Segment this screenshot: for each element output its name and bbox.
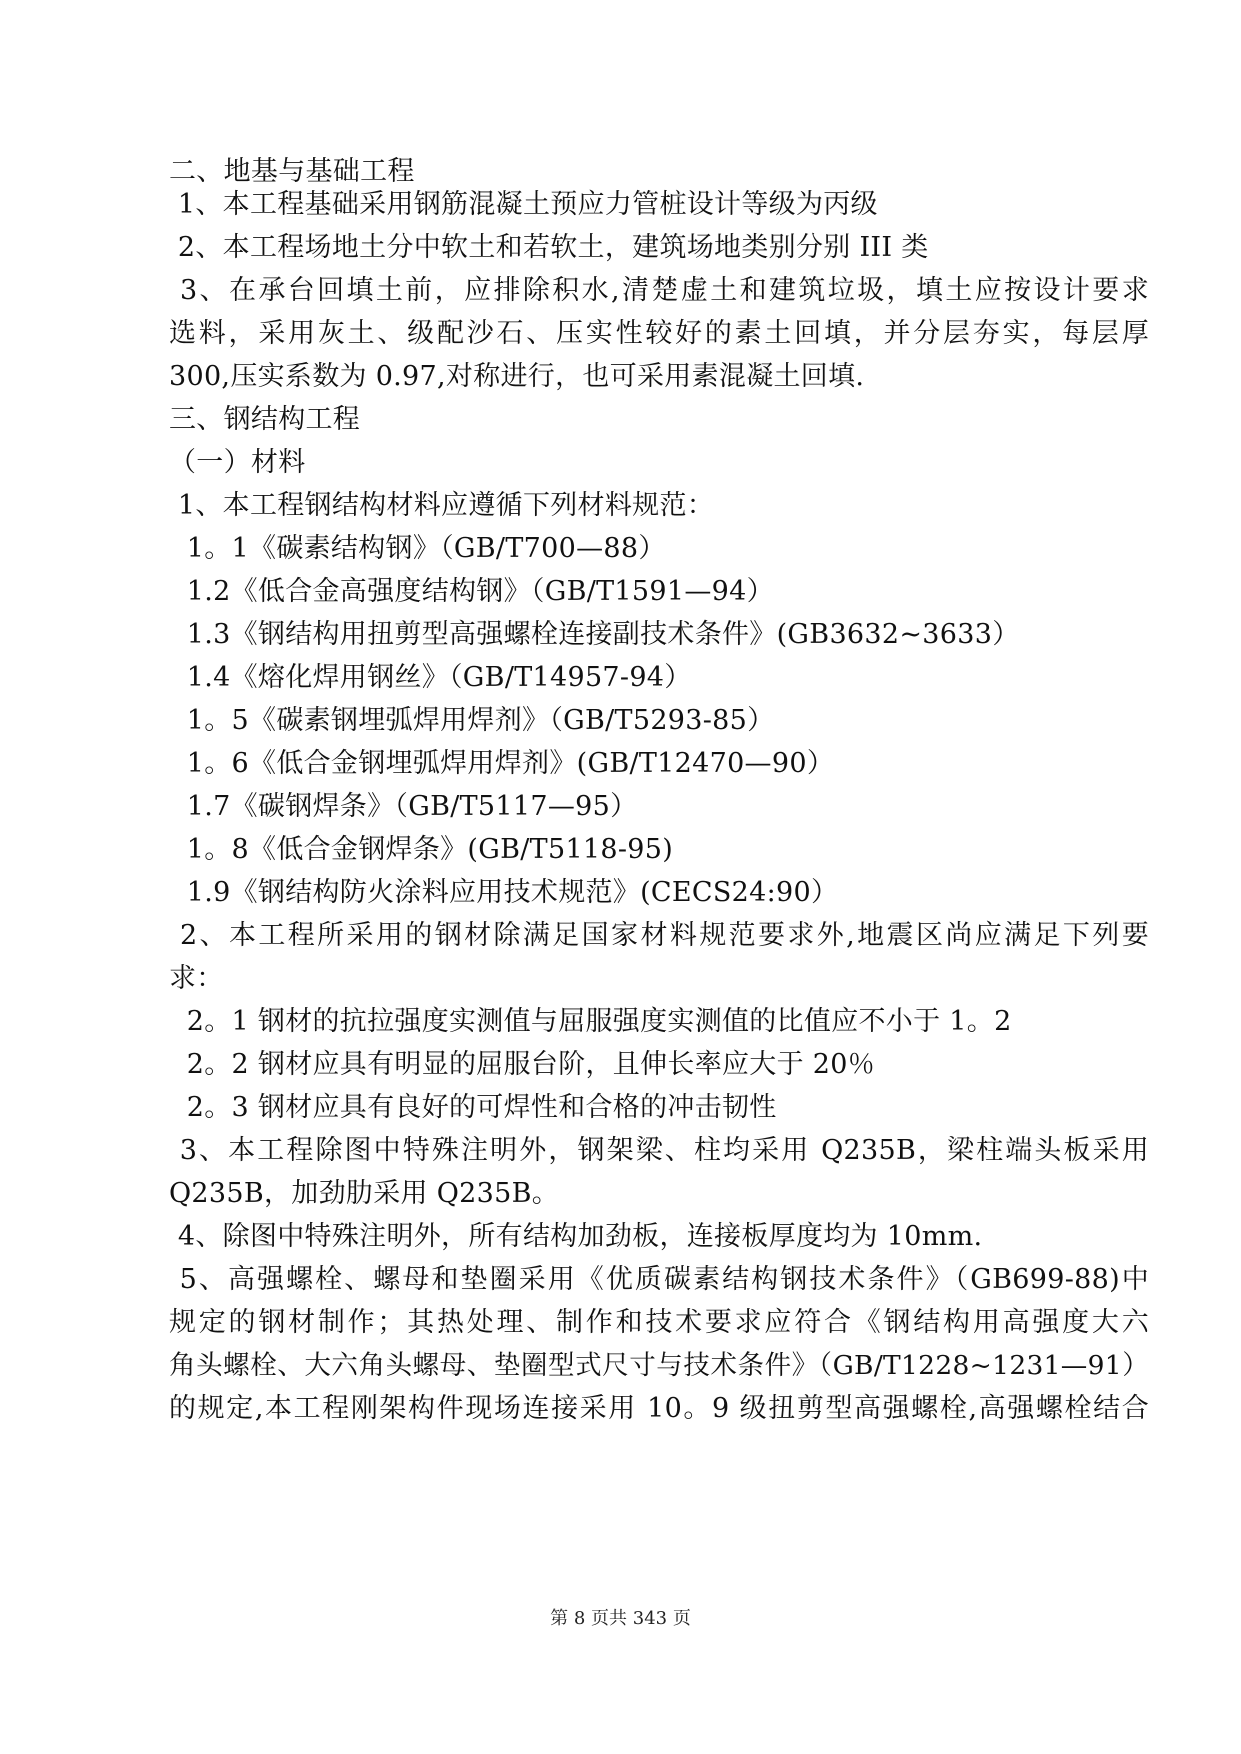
standard-list-item: 1.2《低合金高强度结构钢》（GB/T1591—94） <box>169 576 774 607</box>
text-line: 的规定,本工程刚架构件现场连接采用 10。9 级扭剪型高强螺栓,高强螺栓结合 <box>169 1393 1149 1424</box>
standard-list-item: 1.4《熔化焊用钢丝》（GB/T14957-94） <box>169 662 692 693</box>
text-line: 1、本工程钢结构材料应遵循下列材料规范： <box>169 490 715 521</box>
text-line: 2、本工程所采用的钢材除满足国家材料规范要求外,地震区尚应满足下列要 <box>169 920 1149 951</box>
standard-list-item: 1.7《碳钢焊条》（GB/T5117—95） <box>169 791 638 822</box>
standard-list-item: 1。6《低合金钢埋弧焊用焊剂》(GB/T12470—90） <box>169 748 835 779</box>
standard-list-item: 1。1《碳素结构钢》（GB/T700—88） <box>169 533 666 564</box>
standard-list-item: 1。8《低合金钢焊条》(GB/T5118-95) <box>169 834 674 865</box>
text-line: 选料，采用灰土、级配沙石、压实性较好的素土回填，并分层夯实，每层厚 <box>169 318 1149 349</box>
standard-list-item: 1.9《钢结构防火涂料应用技术规范》(CECS24:90） <box>169 877 839 908</box>
section-heading-foundation: 二、地基与基础工程 <box>169 156 415 187</box>
text-line: 求： <box>169 963 224 994</box>
text-line: 1、本工程基础采用钢筋混凝土预应力管桩设计等级为丙级 <box>169 189 878 220</box>
requirement-list-item: 2。3 钢材应具有良好的可焊性和合格的冲击韧性 <box>169 1092 777 1123</box>
requirement-list-item: 2。2 钢材应具有明显的屈服台阶，且伸长率应大于 20％ <box>169 1049 876 1080</box>
section-heading-steel-structure: 三、钢结构工程 <box>169 404 361 435</box>
requirement-list-item: 2。1 钢材的抗拉强度实测值与屈服强度实测值的比值应不小于 1。2 <box>169 1006 1012 1037</box>
text-line: 3、在承台回填土前，应排除积水,清楚虚土和建筑垃圾，填土应按设计要求 <box>169 275 1149 306</box>
text-line: 规定的钢材制作；其热处理、制作和技术要求应符合《钢结构用高强度大六 <box>169 1307 1149 1338</box>
standard-list-item: 1.3《钢结构用扭剪型高强螺栓连接副技术条件》(GB3632~3633） <box>169 619 1020 650</box>
text-line: 角头螺栓、大六角头螺母、垫圈型式尺寸与技术条件》（GB/T1228~1231—91） <box>169 1350 1149 1381</box>
text-line: 5、高强螺栓、螺母和垫圈采用《优质碳素结构钢技术条件》（GB699-88)中 <box>169 1264 1149 1295</box>
page-number-footer: 第 8 页共 343 页 <box>550 1608 691 1629</box>
text-line: 300,压实系数为 0.97,对称进行，也可采用素混凝土回填. <box>169 361 865 392</box>
text-line: Q235B，加劲肋采用 Q235B。 <box>169 1178 560 1209</box>
text-line: 4、除图中特殊注明外，所有结构加劲板，连接板厚度均为 10mm. <box>169 1221 983 1252</box>
text-line: 3、本工程除图中特殊注明外，钢架梁、柱均采用 Q235B，梁柱端头板采用 <box>169 1135 1149 1166</box>
standard-list-item: 1。5《碳素钢埋弧焊用焊剂》（GB/T5293-85） <box>169 705 775 736</box>
subsection-heading-materials: （一）材料 <box>169 447 306 478</box>
text-line: 2、本工程场地土分中软土和若软土，建筑场地类别分别 III 类 <box>169 232 929 263</box>
